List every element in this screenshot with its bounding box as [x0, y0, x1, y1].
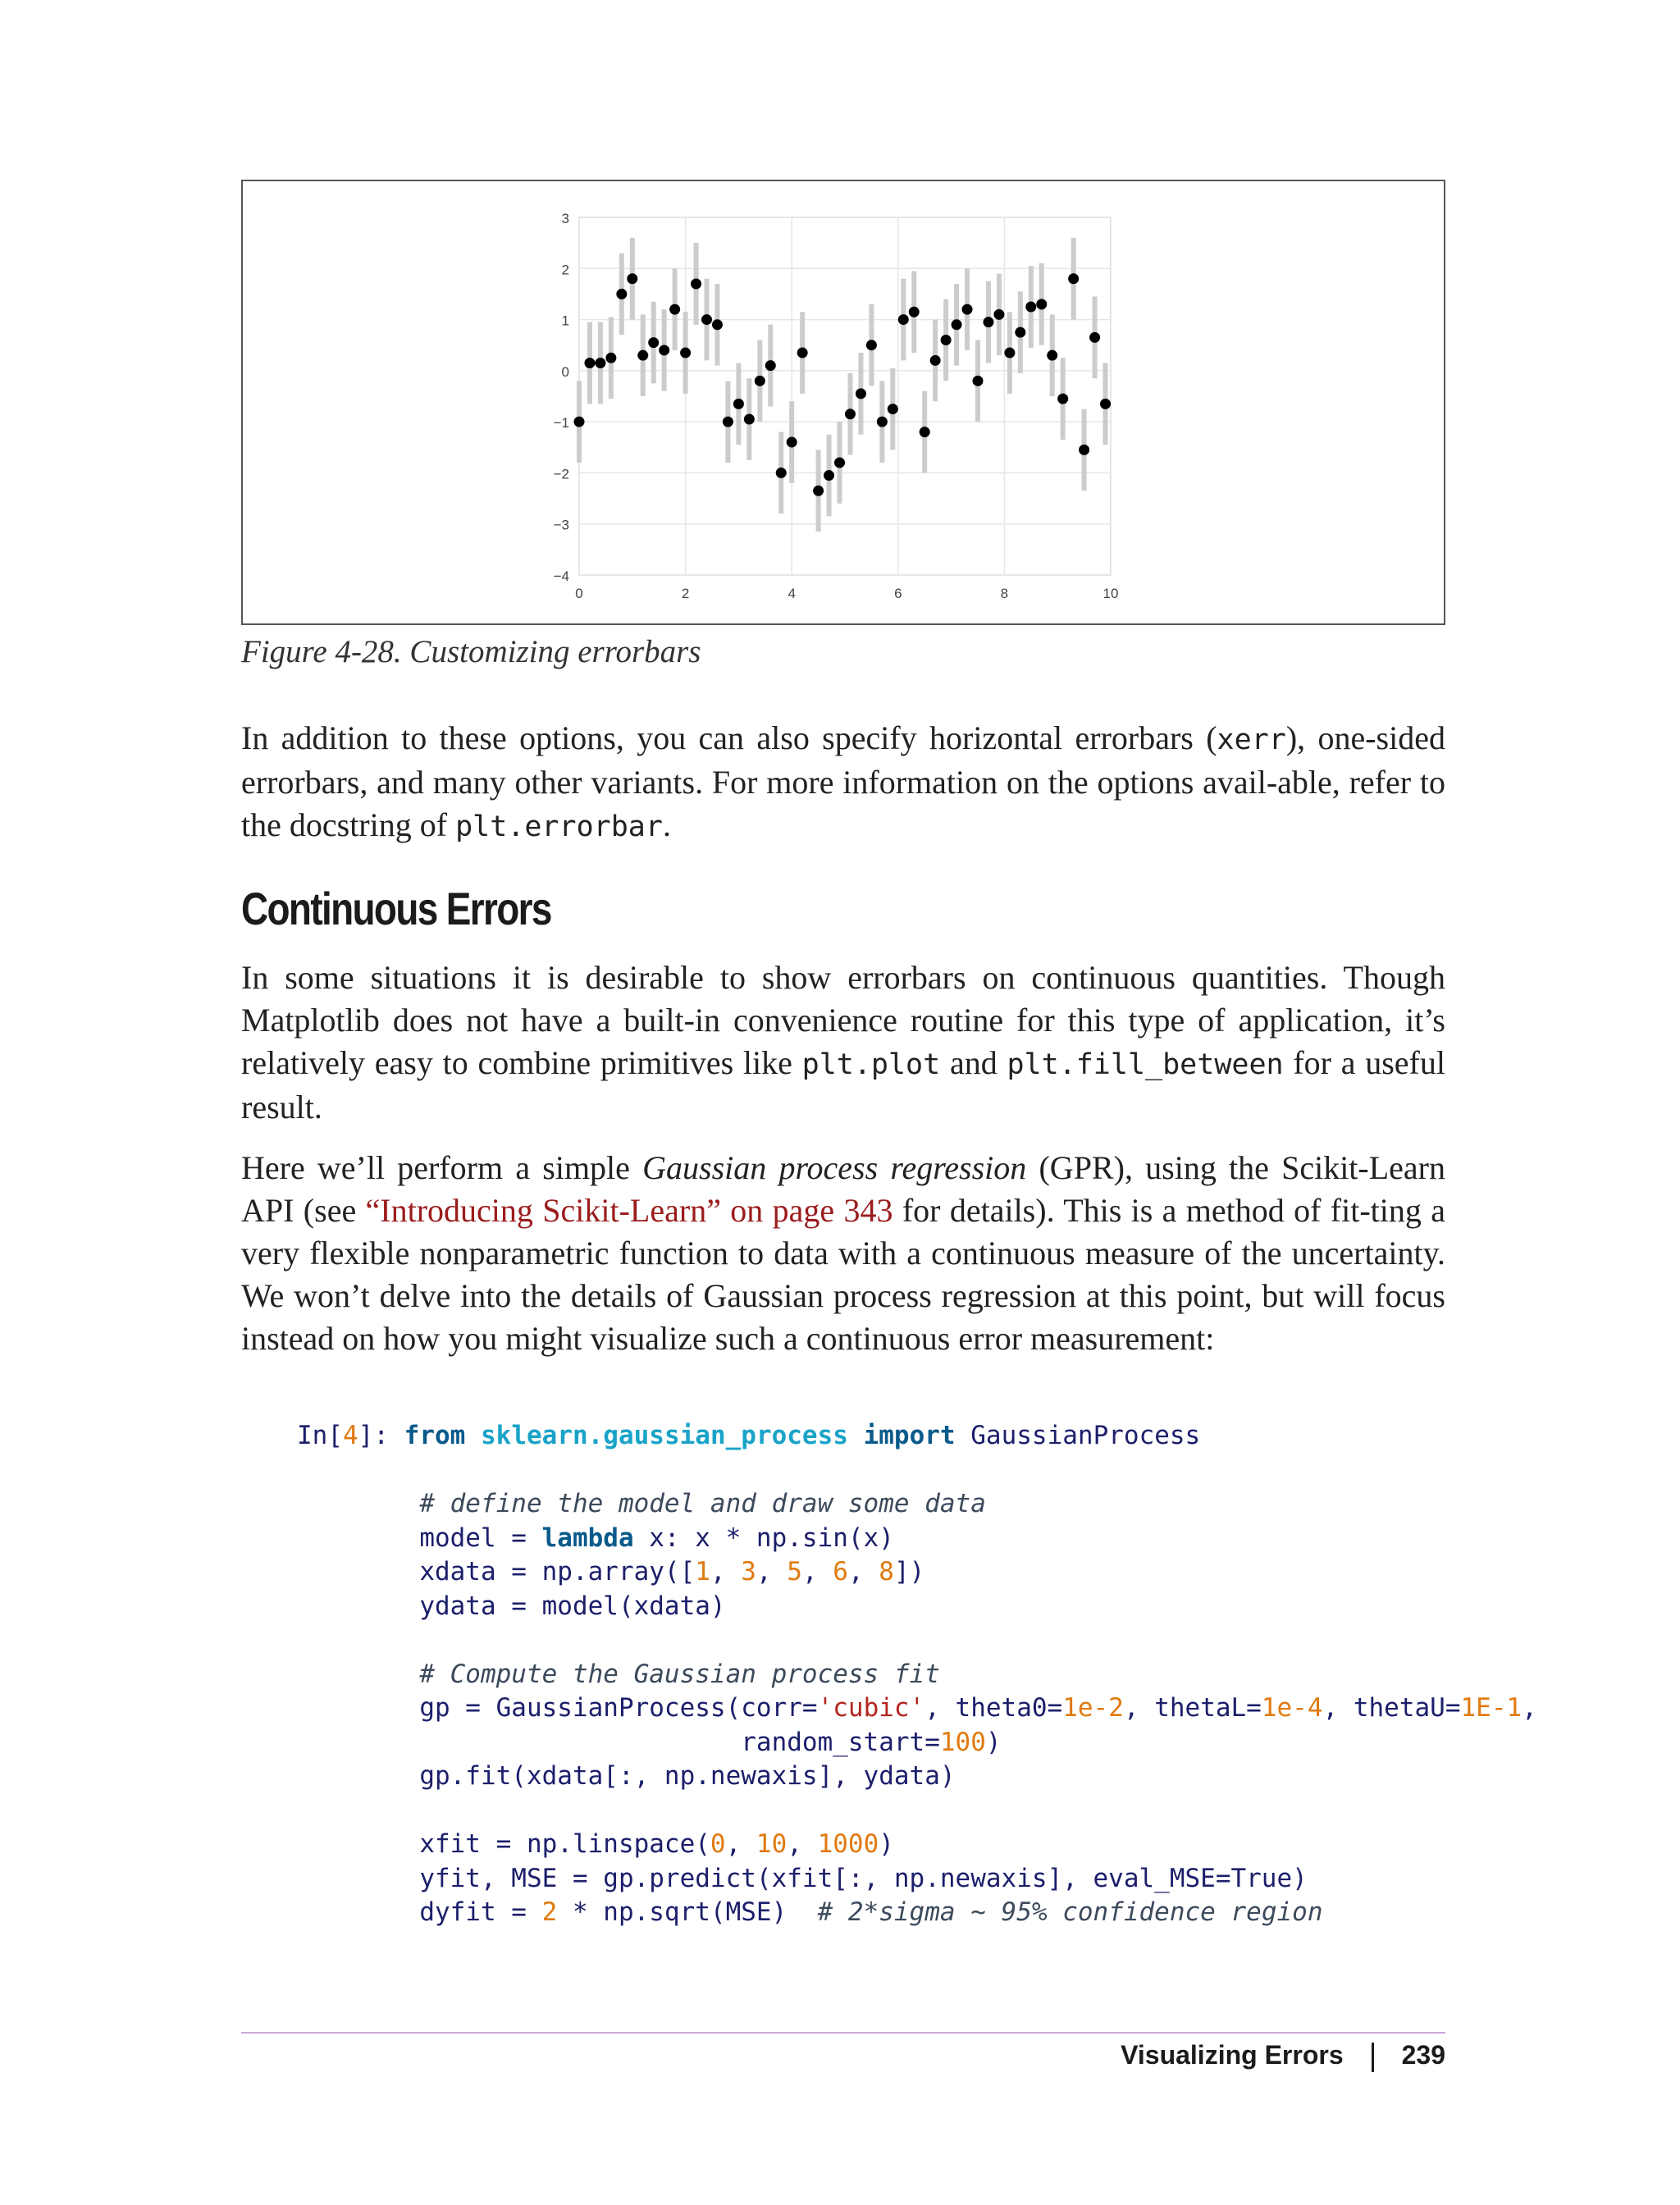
- data-point: [701, 314, 712, 325]
- data-point: [930, 355, 941, 366]
- data-point: [877, 417, 888, 427]
- data-point: [669, 304, 680, 315]
- data-point: [574, 417, 585, 427]
- data-point: [680, 348, 691, 358]
- data-point: [1025, 302, 1036, 313]
- x-tick-label: 2: [681, 586, 690, 601]
- inline-code-fill-between: plt.fill_between: [1007, 1048, 1284, 1081]
- section-title: Continuous Errors: [241, 883, 551, 934]
- data-point: [765, 360, 776, 371]
- data-point: [1004, 348, 1015, 358]
- y-tick-label: 0: [561, 363, 569, 380]
- x-tick-label: 0: [575, 586, 583, 601]
- data-point: [1036, 299, 1047, 309]
- data-point: [648, 337, 659, 348]
- x-tick-label: 4: [788, 586, 796, 601]
- data-point: [797, 348, 808, 358]
- code-listing: In[4]: from sklearn.gaussian_process import GaussianProcess # define the model and draw some data model = lambda x: x * np.sin(x) xdata = np.array([1, 3, 5, 6, 8]) ydata = model(xdata) # Compute the Gaussian process fit gp = GaussianProcess(corr='cubic', theta0=1e-2, thetaL=1e-4, thetaU=1E-1, random_start=100) gp.fit(xdata[:, np.newaxis], ydata) xfit = np.linspace(0, 10, 1000) yfit, MSE = gp.predict(xfit[:, np.newaxis], eval_MSE=True) dyfit = 2 * np.sqrt(MSE) # 2*sigma ~ 95% confidence region: [297, 1421, 1537, 1927]
- footer-rule: [241, 2032, 1445, 2034]
- data-point: [595, 358, 605, 368]
- data-point: [637, 350, 648, 361]
- data-point: [605, 353, 616, 363]
- y-tick-label: −2: [553, 466, 569, 482]
- data-point: [723, 417, 733, 427]
- errorbar-chart: [243, 181, 1444, 623]
- x-tick-label: 10: [1102, 586, 1119, 601]
- footer-separator: [1372, 2043, 1374, 2072]
- data-point: [712, 319, 723, 330]
- data-point: [973, 376, 984, 386]
- data-point: [659, 345, 669, 355]
- x-tick-label: 8: [1000, 586, 1009, 601]
- data-point: [1057, 394, 1068, 404]
- data-point: [845, 409, 856, 419]
- data-point: [993, 309, 1004, 320]
- data-point: [983, 317, 993, 327]
- data-point: [856, 388, 866, 399]
- data-point: [834, 457, 845, 468]
- data-point: [920, 427, 930, 437]
- data-point: [962, 304, 973, 315]
- data-point: [616, 289, 627, 299]
- y-tick-label: 1: [561, 313, 569, 329]
- data-point: [627, 273, 637, 284]
- cross-reference-link[interactable]: “Introducing Scikit-Learn” on page 343: [365, 1192, 893, 1229]
- y-tick-label: −3: [553, 517, 569, 533]
- data-point: [691, 278, 701, 289]
- data-point: [1089, 332, 1100, 343]
- page-number: 239: [1401, 2040, 1445, 2070]
- y-tick-label: 3: [561, 211, 569, 226]
- data-point: [1068, 273, 1079, 284]
- data-point: [824, 470, 834, 481]
- data-point: [733, 399, 744, 409]
- data-point: [909, 307, 920, 317]
- data-point: [866, 340, 877, 350]
- y-tick-label: 2: [561, 262, 569, 278]
- paragraph-errorbar-options: In addition to these options, you can also specify horizontal errorbars (xerr), one-sided errorbars, and many other variants. For more information on the options avail-able, refer to the docstring of plt.errorbar.: [241, 719, 1445, 843]
- data-point: [584, 358, 595, 368]
- y-tick-label: −1: [553, 415, 569, 431]
- paragraph-gpr: Here we’ll perform a simple Gaussian process regression (GPR), using the Scikit-Learn API (see “Introducing Scikit-Learn” on page 343 for details). This is a method of fit-ting a very flexible nonparametric function to data with a continuous measure of the uncertainty. We won’t delve into the details of Gaussian process regression at this point, but will focus instead on how you might visualize such a continuous error measurement:: [241, 1149, 1445, 1357]
- y-tick-label: −4: [553, 568, 569, 584]
- data-point: [941, 335, 952, 345]
- x-tick-label: 6: [894, 586, 902, 601]
- data-point: [1100, 399, 1111, 409]
- data-point: [755, 376, 765, 386]
- footer-section-title: Visualizing Errors: [1121, 2040, 1344, 2070]
- data-point: [776, 468, 787, 478]
- data-point: [952, 319, 962, 330]
- data-point: [813, 486, 824, 496]
- inline-code-plt-errorbar: plt.errorbar: [455, 810, 663, 843]
- data-point: [744, 414, 755, 425]
- paragraph-continuous-errors: In some situations it is desirable to show errorbars on continuous quantities. Though Matplotlib does not have a built-in convenience routine for this type of application, it’s relatively easy to combine primitives like plt.plot and plt.fill_between for a useful result.: [241, 959, 1445, 1125]
- figure-caption: Figure 4-28. Customizing errorbars: [241, 634, 701, 669]
- inline-code-plt-plot: plt.plot: [801, 1048, 941, 1081]
- data-point: [1047, 350, 1057, 361]
- figure-frame: [241, 180, 1445, 625]
- page-footer: [1121, 2040, 1445, 2072]
- data-point: [1015, 327, 1025, 338]
- inline-code-xerr: xerr: [1217, 724, 1286, 756]
- data-point: [888, 404, 898, 414]
- data-point: [1079, 445, 1089, 455]
- data-point: [787, 437, 797, 448]
- data-point: [898, 314, 909, 325]
